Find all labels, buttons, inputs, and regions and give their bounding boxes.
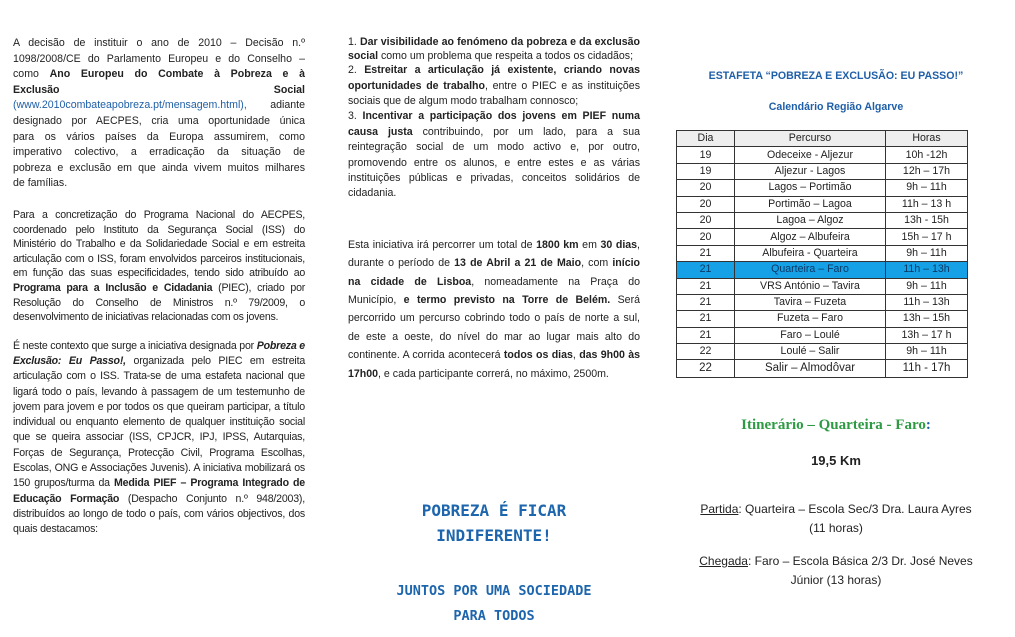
arrival-line [672,552,1000,571]
context-text: organizada pelo PIEC em estreita articulação com o ISS. Trata-se de uma estafeta nacional que ligará todo o país, levando à passagem de um testemunho de jovem para jovem e por todos os que queiram participar, a título individual ou enquanto elemento de qualquer instituição social que se queira associar (ISS, CPJCR, IPJ, IPSS, Autarquias, Forças de Segurança, Protecção Civil, Programa Escolhas, Escolas, ONG e Associações Juvenis). A iniciativa mobilizará os 150 grupos/turma da [13,354,306,490]
cell-dia: 20 [677,196,735,212]
table-row [677,147,968,163]
cell-horas: 15h – 17 h [886,229,968,245]
table-row [677,278,968,294]
cell-horas: 10h -12h [886,147,968,163]
route-text: , e cada participante correrá, no máximo, 2500m. [378,367,609,380]
intro-line [13,98,305,114]
cell-horas: 9h – 11h [886,278,968,294]
cell-horas: 13h – 15h [886,311,968,327]
itinerary-distance: 19,5 Km [811,453,861,468]
cell-percurso: Quarteira – Faro [735,262,886,278]
route-text: , com [581,257,613,270]
cell-dia: 19 [677,163,735,179]
intro-line [13,67,305,83]
cell-dia: 20 [677,180,735,196]
route-text: , durante o período de [348,238,640,270]
table-header-row [677,131,968,147]
program-text: (PIEC), criado por Resolução do Conselho de Ministros n.º 79/2009, o desenvolvimento de iniciativas relacionadas com os jovens. [13,281,305,324]
route-distance: 1800 km [536,238,579,251]
objective-text: como um problema que respeita a todos os cidadãos; [378,49,634,62]
initiative-name: Pobreza e Exclusão: Eu Passo!, [13,339,305,367]
slogan-line: PARA TODOS [453,608,535,624]
objective-text: contribuindo, por um lado, para a sua reintegração social de um modo activo e, por outro, promovendo entre os alunos, e entre estes e as várias instituições públicas e privadas, conceitos solidários de cidadania. [348,125,640,200]
table-row [677,180,968,196]
cell-horas: 11h – 13h [886,294,968,310]
route-days: 30 dias [600,238,638,251]
cell-percurso: Lagos – Portimão [735,180,886,196]
departure-place: : Quarteira – Escola Sec/3 Dra. Laura Ayres [738,502,972,516]
objective-title: Estreitar a articulação já existente, criando novas oportunidades de trabalho [348,64,641,92]
cell-horas: 13h - 15h [886,212,968,228]
cell-percurso: Portimão – Lagoa [735,196,886,212]
objective-number: 2. [348,64,365,77]
program-text: Para a concretização do Programa Nacional do AECPES, coordenado pelo Instituto da Segurança Social (ISS) do Ministério do Trabalho e da Solidariedade Social e em estreita articulação com o ISS, foram envolvidos parceiros institucionais, em função das suas especificidades, tendo sido atribuído ao [13,208,305,280]
left-column [13,36,305,538]
middle-column [348,36,641,624]
cell-dia: 20 [677,229,735,245]
cell-horas: 11h – 13 h [886,196,968,212]
route-frequency: todos os dias [503,349,573,362]
departure-info [672,500,1000,538]
table-row [677,196,968,212]
aecpes-name-3: Social [273,83,305,96]
cell-horas: 9h – 11h [886,180,968,196]
slogan-together [348,579,640,629]
program-name: Programa para a Inclusão e Cidadania [13,281,213,294]
arrival-time: Júnior (13 horas) [790,573,882,587]
table-row [677,229,968,245]
table-row [677,294,968,310]
cell-dia: 21 [677,327,735,343]
aecpes-name: Ano Europeu do Combate à Pobreza e à [49,68,305,81]
cell-horas: 12h – 17h [886,163,968,179]
intro-line: designado por AECPES, cria uma oportunidade única [13,114,305,127]
cell-percurso: Lagoa – Algoz [735,212,886,228]
route-text: em [578,238,601,251]
cell-percurso: Faro – Loulé [735,327,886,343]
cell-dia: 21 [677,262,735,278]
aecpes-link[interactable]: (www.2010combateapobreza.pt/mensagem.html), [13,99,247,112]
calendar-table [676,130,968,378]
header-horas: Horas [886,131,968,147]
cell-percurso: Salir – Almodôvar [735,360,886,378]
objective-number: 1. [348,36,360,48]
cell-dia: 22 [677,344,735,360]
cell-horas: 11h - 17h [886,360,968,378]
objective-1 [348,36,640,63]
slogan-line: INDIFERENTE! [436,526,552,545]
route-text: Será percorrido um percurso cobrindo todo o país de norte a sul, de este a oeste, do nível do mar ao lugar mais alto do continente. A corrida acontecerá [348,294,640,362]
departure-time: (11 horas) [809,521,863,535]
slogan-line: POBREZA É FICAR [421,501,567,520]
route-text: Esta iniciativa irá percorrer um total de [348,238,537,251]
objective-number: 3. [348,110,363,123]
table-row [677,245,968,261]
itinerary-label: Itinerário – Quarteira - Faro [741,417,926,433]
cell-dia: 21 [677,311,735,327]
cell-horas: 13h – 17 h [886,327,968,343]
intro-line: A decisão de instituir o ano de 2010 – Decisão n.º [13,37,305,49]
table-row [677,262,968,278]
route-hours: das 9h00 às 17h00 [348,349,641,380]
table-row [677,212,968,228]
cell-percurso: Fuzeta – Faro [735,311,886,327]
objective-text: , entre o PIEC e as instituições sociais que de algum modo trabalham connosco; [348,79,641,107]
header-percurso: Percurso [735,131,886,147]
header-dia: Dia [677,131,735,147]
arrival-place: : Faro – Escola Básica 2/3 Dr. José Neves [747,554,973,568]
calendar-subtitle: Calendário Região Algarve [768,101,904,113]
table-row [677,327,968,343]
cell-horas: 11h – 13h [886,262,968,278]
cell-percurso: Aljezur - Lagos [735,163,886,179]
route-end: e termo previsto na Torre de Belém. [403,294,611,307]
route-text: , nomeadamente na Praça do Município, [348,275,640,307]
cell-percurso: Albufeira - Quarteira [735,245,886,261]
objective-3 [348,109,640,201]
cell-dia: 22 [677,360,735,378]
table-row [677,360,968,378]
intro-line [13,83,305,99]
aecpes-name-2: Exclusão [13,83,60,96]
cell-dia: 21 [677,278,735,294]
pief-name: Medida PIEF – Programa Integrado de Educação Formação [13,477,306,505]
arrival-info [672,552,1000,590]
intro-line: para os vários países da Europa assumirem, como [13,130,305,143]
intro-line: de famílias. [13,177,68,190]
intro-line: pobreza e exclusão em que ainda vivem muitos milhares [13,161,305,174]
cell-percurso: Loulé – Salir [735,344,886,360]
departure-label: Partida [700,502,739,516]
table-row [677,311,968,327]
intro-paragraph [13,36,305,192]
cell-percurso: Odeceixe - Aljezur [735,147,886,163]
cell-dia: 20 [677,212,735,228]
cell-dia: 19 [677,147,735,163]
route-start: início na cidade de Lisboa [348,257,641,288]
cell-horas: 9h – 11h [886,245,968,261]
cell-horas: 9h – 11h [886,344,968,360]
itinerary-colon: : [925,417,931,433]
context-text: (Despacho Conjunto n.º 948/2003), distribuídos ao longo de todo o país, com vários objectivos, dos quais destacamos: [13,492,305,536]
slogan-line: JUNTOS POR UMA SOCIEDADE [396,583,592,599]
cell-dia: 21 [677,294,735,310]
route-paragraph [348,236,640,383]
objective-title: Dar visibilidade ao fenómeno da pobreza e da exclusão social [348,36,641,62]
intro-line: 1098/2008/CE do Parlamento Europeu e do Conselho – [13,52,305,65]
estafeta-title: ESTAFETA “POBREZA E EXCLUSÃO: EU PASSO!” [708,70,964,82]
context-paragraph [13,339,305,538]
table-row [677,163,968,179]
intro-text: adiante [270,99,305,112]
itinerary-title [672,417,1000,434]
route-text: , [572,349,580,362]
objective-2 [348,63,640,109]
objective-title: Incentivar a participação dos jovens em PIEF numa causa justa [348,110,640,138]
arrival-label: Chegada [699,554,748,568]
cell-percurso: Tavira – Fuzeta [735,294,886,310]
slogan-poverty [348,498,640,548]
cell-percurso: VRS António – Tavira [735,278,886,294]
table-row [677,344,968,360]
cell-percurso: Algoz – Albufeira [735,229,886,245]
intro-line: imperativo colectivo, a erradicação da situação de [13,146,305,159]
program-paragraph [13,208,305,325]
departure-line [672,500,1000,519]
intro-text: como [13,68,50,81]
route-period: 13 de Abril a 21 de Maio [454,257,582,270]
context-text: É neste contexto que surge a iniciativa designada por [13,339,257,352]
cell-dia: 21 [677,245,735,261]
